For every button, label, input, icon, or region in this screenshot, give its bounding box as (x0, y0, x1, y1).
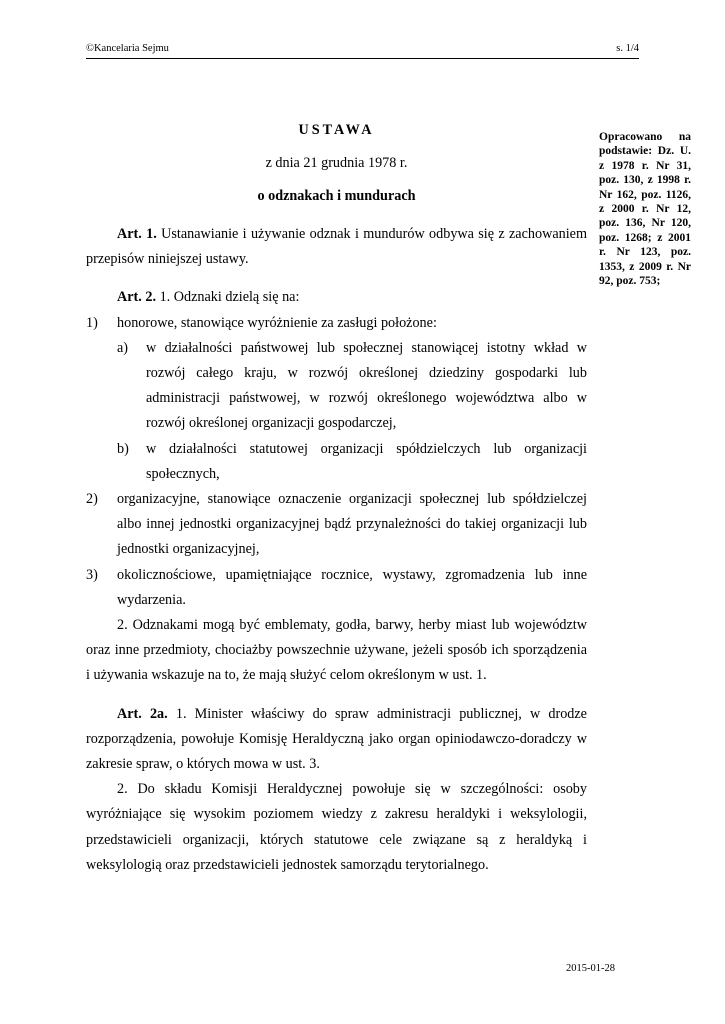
article-2a-paragraph-1: Art. 2a. 1. Minister właściwy do spraw administracji publicznej, w drodze rozporządzenia, powołuje Komisję Heraldyczną jako organ opiniodawczo-doradczy w zakresie spraw, o których mowa w ust. 3. (86, 705, 587, 773)
article-2-intro: Art. 2. 1. Odznaki dzielą się na: (117, 289, 300, 306)
list-subitem: b) w działalności statutowej organizacji spółdzielczych lub organizacji społecznych, (117, 440, 587, 482)
list-item: 3) okolicznościowe, upamiętniające rocznice, wystawy, zgromadzenia lub inne wydarzenia. (86, 566, 587, 608)
list-subitem: a) w działalności państwowej lub społecznej stanowiącej istotny wkład w rozwój całego kraju, w rozwój określonej dziedziny gospodarki lub administracji państwowej, w rozwój określonego województwa albo w rozwój określonej organizacji gospodarczej, (117, 339, 587, 432)
list-item: 2) organizacyjne, stanowiące oznaczenie organizacji społecznej lub spółdzielczej albo innej jednostki organizacyjnej bądź przynależności do takiej organizacji lub jednostki organizacyjnej, (86, 491, 587, 558)
article-1-text: Ustanawianie i używanie odznak i mundurów odbywa się z zachowaniem przepisów niniejszej ustawy. (86, 226, 587, 268)
article-1 (86, 222, 587, 272)
header-publisher: ©Kancelaria Sejmu (86, 43, 169, 54)
document-body (86, 118, 587, 878)
article-1-label: Art. 1. (117, 226, 157, 242)
document-date: z dnia 21 grudnia 1978 r. (265, 155, 408, 171)
article-2a-paragraph-2: 2. Do składu Komisji Heraldycznej powołuje się w szczególności: osoby wyróżniające się wysokim poziomem wiedzy z zakresu heraldyki i weksylologii, przedstawicieli organizacji, których statutowe cele związane są z heraldyką i weksylologią oraz przedstawicieli jednostek samorządu terytorialnego. (86, 781, 587, 873)
article-2-paragraph-2: 2. Odznakami mogą być emblematy, godła, barwy, herby miast lub województw oraz inne przedmioty, chociażby powszechnie używane, jeżeli sposób ich sporządzenia i używania wskazuje na to, że mają służyć celom określonym w ust. 1. (86, 617, 587, 684)
article-2-label: Art. 2. (117, 289, 157, 306)
document-subject: o odznakach i mundurach (257, 188, 416, 204)
document-title: USTAWA (298, 122, 375, 138)
header-page-number: s. 1/4 (616, 43, 639, 54)
article-2a-label: Art. 2a. (117, 705, 168, 722)
side-note: Opracowano na podstawie: Dz. U. z 1978 r. Nr 31, poz. 130, z 1998 r. Nr 162, poz. 1126, z 2000 r. Nr 12, poz. 136, Nr 120, poz. 1268; z 2001 r. Nr 123, poz. 1353, z 2009 r. Nr 92, poz. 753; (599, 131, 691, 288)
page-footer-date: 2015-01-28 (566, 963, 615, 974)
list-item: 1) honorowe, stanowiące wyróżnienie za zasługi położone: (86, 314, 437, 331)
page-header (86, 42, 639, 59)
